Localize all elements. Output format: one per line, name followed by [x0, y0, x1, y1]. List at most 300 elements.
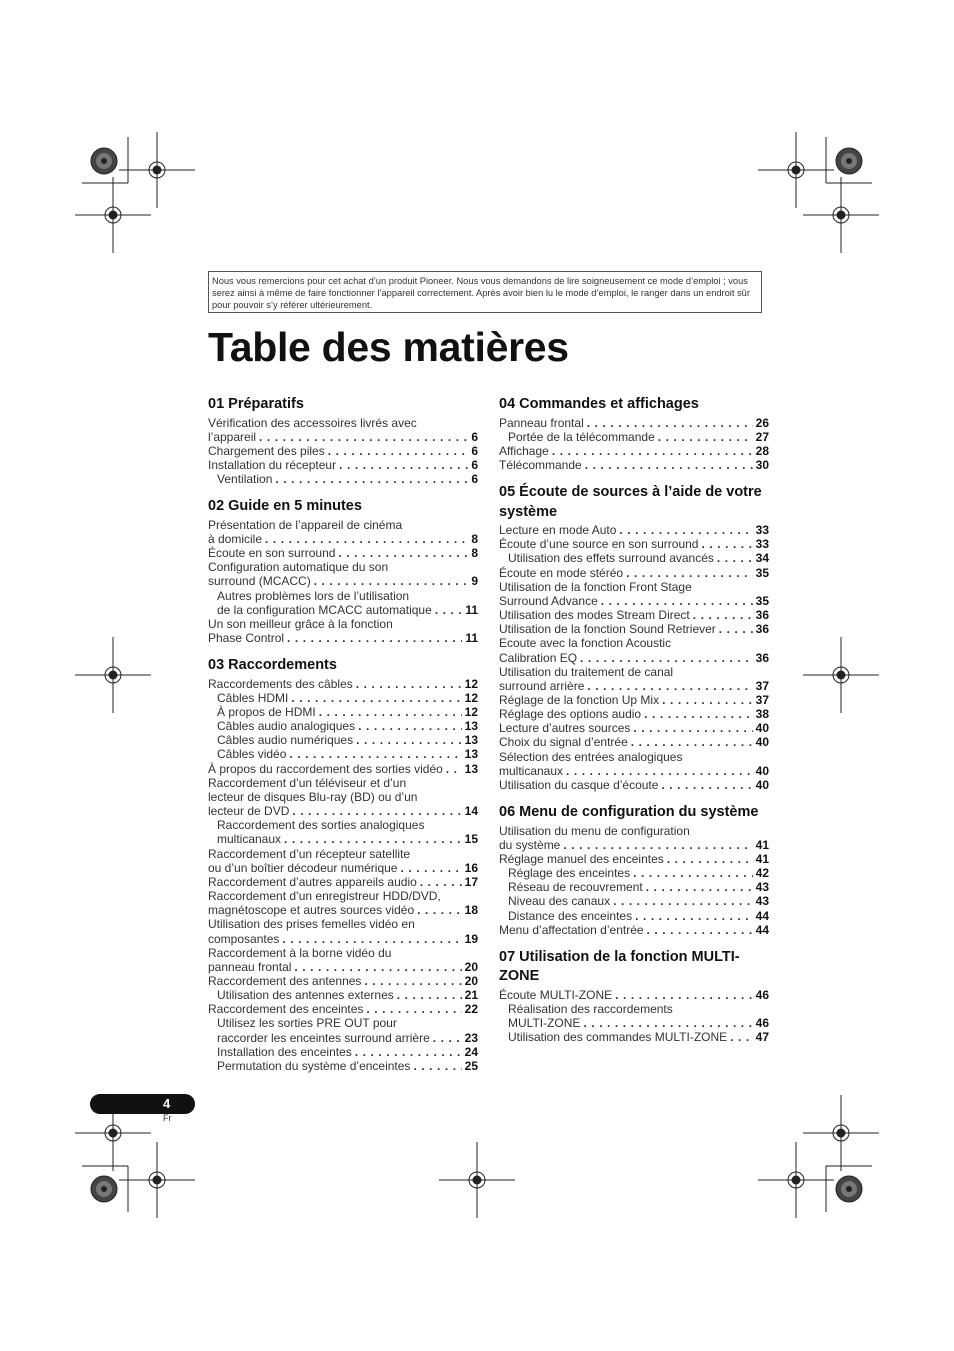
entry-line	[208, 804, 478, 818]
toc-entry[interactable]	[208, 1016, 478, 1044]
toc-entry[interactable]	[499, 750, 769, 778]
entry-title: Écoute d’une source en son surround	[499, 537, 699, 552]
entry-title: Permutation du système d’enceintes	[217, 1058, 411, 1073]
entry-line	[508, 894, 769, 908]
entry-page-number: 41	[755, 851, 769, 866]
toc-entry[interactable]	[499, 523, 769, 537]
entry-text-line: Vérification des accessoires livrés avec	[208, 415, 417, 430]
toc-entry[interactable]	[208, 776, 478, 818]
entry-text-line: Raccordement d’un téléviseur et d’un	[208, 775, 407, 790]
entry-text-line: Utilisez les sorties PRE OUT pour	[217, 1016, 397, 1031]
entry-line	[499, 622, 769, 636]
entry-page-number: 20	[464, 973, 478, 988]
dot-leader	[355, 1045, 462, 1059]
dot-leader	[585, 458, 753, 472]
toc-section	[499, 395, 769, 472]
entry-title: Utilisation des modes Stream Direct	[499, 608, 690, 623]
dot-leader	[289, 747, 461, 761]
section-title: 06 Menu de configuration du système	[499, 804, 759, 821]
toc-section	[208, 395, 478, 486]
entry-line	[499, 444, 769, 458]
toc-entry[interactable]	[208, 444, 478, 458]
entry-title: Niveau des canaux	[508, 894, 611, 909]
dot-leader	[435, 603, 463, 617]
entry-title: Câbles vidéo	[217, 747, 287, 762]
entry-line	[217, 691, 478, 705]
toc-entry[interactable]	[499, 608, 769, 622]
entry-page-number: 13	[464, 719, 478, 734]
toc-entry[interactable]	[499, 566, 769, 580]
entry-title: Écoute en mode stéréo	[499, 565, 624, 580]
entry-page-number: 47	[755, 1030, 769, 1045]
toc-entry[interactable]	[499, 458, 769, 472]
toc-entry[interactable]	[499, 622, 769, 636]
entry-line	[217, 1059, 478, 1073]
entry-title: ou d’un boîtier décodeur numérique	[208, 860, 398, 875]
entry-text-line: Sélection des entrées analogiques	[499, 749, 683, 764]
entry-title: Chargement des piles	[208, 443, 325, 458]
entry-page-number: 42	[755, 866, 769, 881]
entry-page-number: 35	[755, 593, 769, 608]
entry-title: magnétoscope et autres sources vidéo	[208, 903, 415, 918]
entry-title: Réglage manuel des enceintes	[499, 851, 664, 866]
entry-page-number: 12	[464, 690, 478, 705]
entry-line	[208, 458, 478, 472]
dot-leader	[356, 677, 462, 691]
entry-line	[208, 932, 478, 946]
entry-line	[499, 523, 769, 537]
toc-entry[interactable]	[208, 988, 478, 1002]
dot-leader	[358, 719, 462, 733]
dot-leader	[661, 778, 752, 792]
entry-line	[217, 733, 478, 747]
entry-title: À propos du raccordement des sorties vidéo	[208, 761, 443, 776]
dot-leader	[338, 546, 468, 560]
entry-line	[217, 472, 478, 486]
dot-leader	[667, 852, 753, 866]
entry-page-number: 43	[755, 880, 769, 895]
entry-line	[499, 594, 769, 608]
dot-leader	[647, 923, 753, 937]
dot-leader	[730, 1030, 752, 1044]
entry-line	[508, 866, 769, 880]
dot-leader	[717, 551, 753, 565]
entry-line	[208, 444, 478, 458]
entry-page-number: 36	[755, 622, 769, 637]
entry-line	[208, 762, 478, 776]
entry-line	[208, 903, 478, 917]
entry-title: Écoute MULTI-ZONE	[499, 987, 613, 1002]
entry-page-number: 37	[755, 678, 769, 693]
dot-leader	[356, 733, 462, 747]
toc-entry[interactable]	[499, 988, 769, 1002]
entry-page-number: 27	[755, 429, 769, 444]
toc-section	[208, 656, 478, 1073]
toc-entry[interactable]	[499, 721, 769, 735]
entry-text-line: Utilisation du menu de configuration	[499, 823, 690, 838]
entry-line	[499, 707, 769, 721]
entry-line	[508, 909, 769, 923]
entry-page-number: 23	[464, 1030, 478, 1045]
section-title: 01 Préparatifs	[208, 396, 304, 412]
entry-text-line: Configuration automatique du son	[208, 560, 389, 575]
entry-title: multicanaux	[217, 832, 282, 847]
dot-leader	[587, 416, 753, 430]
entry-line	[499, 566, 769, 580]
toc-entry[interactable]	[208, 416, 478, 444]
toc-entry[interactable]	[499, 580, 769, 608]
entry-page-number: 37	[755, 693, 769, 707]
entry-title: Raccordement des enceintes	[208, 1002, 364, 1017]
toc-entry[interactable]	[499, 551, 769, 565]
toc-entry[interactable]	[208, 617, 478, 645]
toc-entry[interactable]	[499, 416, 769, 430]
entry-title: Raccordements des câbles	[208, 676, 353, 691]
entry-page-number: 25	[464, 1058, 478, 1073]
dot-leader	[294, 960, 461, 974]
entry-title: Affichage	[499, 443, 549, 458]
toc-entry[interactable]	[499, 824, 769, 852]
entry-title: Utilisation du casque d’écoute	[499, 777, 659, 792]
toc-entry[interactable]	[499, 1030, 769, 1044]
toc-entry[interactable]	[208, 691, 478, 705]
entry-title: Phase Control	[208, 631, 285, 646]
toc-entry[interactable]	[208, 1045, 478, 1059]
entry-line	[499, 778, 769, 792]
entry-title: Portée de la télécommande	[508, 429, 655, 444]
entry-page-number: 12	[464, 705, 478, 719]
entry-line	[508, 880, 769, 894]
toc-entry[interactable]	[208, 546, 478, 560]
entry-page-number: 36	[755, 608, 769, 623]
entry-page-number: 11	[465, 631, 478, 646]
entry-title: Écoute en son surround	[208, 546, 336, 561]
entry-line	[208, 875, 478, 889]
toc-entry[interactable]	[499, 444, 769, 458]
entry-line	[208, 631, 478, 645]
dot-leader	[658, 430, 753, 444]
entry-page-number: 26	[755, 415, 769, 430]
entry-title: Câbles audio analogiques	[217, 719, 356, 734]
entry-line	[217, 719, 478, 733]
dot-leader	[646, 880, 753, 894]
entry-title: à domicile	[208, 531, 263, 546]
toc-entry[interactable]	[499, 852, 769, 866]
entry-title: Réglage des options audio	[499, 707, 642, 722]
toc-section	[499, 803, 769, 937]
entry-title: l’appareil	[208, 429, 257, 444]
entry-page-number: 13	[464, 747, 478, 762]
toc-entry[interactable]	[499, 778, 769, 792]
entry-page-number: 9	[471, 574, 478, 589]
toc-entry[interactable]	[499, 537, 769, 551]
toc-entry[interactable]	[208, 518, 478, 546]
toc-entry[interactable]	[208, 946, 478, 974]
entry-line	[208, 546, 478, 560]
toc-entry[interactable]	[208, 747, 478, 761]
entry-title: Réglage de la fonction Up Mix	[499, 693, 660, 707]
entry-page-number: 20	[464, 959, 478, 974]
entry-title: Utilisation des effets surround avancés	[508, 551, 714, 566]
dot-leader	[282, 932, 461, 946]
entry-line	[217, 747, 478, 761]
entry-title: surround arrière	[499, 678, 585, 693]
toc-entry[interactable]	[499, 909, 769, 923]
entry-title: Utilisation des antennes externes	[217, 988, 394, 1003]
entry-title: Réglage des enceintes	[508, 866, 631, 881]
intro-notice: Nous vous remercions pour cet achat d’un produit Pioneer. Nous vous demandons de lire soigneusement ce mode d’emploi ; vous serez ainsi à même de faire fonctionner l’appareil correctement. Après avoir bien lu le mode d’emploi, le ranger dans un endroit sûr pour pouvoir s’y référer ultérieurement.	[208, 271, 762, 313]
entry-line	[508, 430, 769, 444]
section-title: 05 Écoute de sources à l’aide de votre système	[499, 484, 762, 520]
entry-page-number: 13	[464, 733, 478, 748]
entry-text-line: Utilisation du traitement de canal	[499, 664, 674, 679]
dot-leader	[364, 974, 461, 988]
entry-page-number: 8	[471, 531, 478, 546]
entry-line	[208, 861, 478, 875]
entry-text-line: Raccordement des sorties analogiques	[217, 818, 425, 833]
toc-column-left	[208, 395, 478, 1084]
dot-leader	[662, 693, 753, 707]
entry-title: Installation des enceintes	[217, 1044, 352, 1059]
entry-line	[508, 1030, 769, 1044]
entry-title: multicanaux	[499, 763, 564, 778]
dot-leader	[397, 988, 462, 1002]
dot-leader	[446, 762, 462, 776]
toc-entry[interactable]	[208, 589, 478, 617]
entry-title: Lecture en mode Auto	[499, 523, 617, 538]
entry-line	[499, 735, 769, 749]
entry-page-number: 34	[755, 551, 769, 566]
entry-page-number: 6	[471, 472, 478, 487]
toc-entry[interactable]	[208, 875, 478, 889]
entry-page-number: 11	[465, 602, 478, 617]
dot-leader	[292, 804, 461, 818]
dot-leader	[319, 705, 462, 719]
entry-line	[499, 764, 769, 778]
toc-entry[interactable]	[499, 636, 769, 664]
entry-title: Installation du récepteur	[208, 457, 337, 472]
entry-title: Raccordement d’autres appareils audio	[208, 874, 417, 889]
dot-leader	[626, 566, 753, 580]
toc-entry[interactable]	[499, 923, 769, 937]
toc-section	[499, 483, 769, 792]
entry-page-number: 6	[471, 443, 478, 458]
entry-title: Raccordement des antennes	[208, 973, 362, 988]
dot-leader	[265, 532, 468, 546]
entry-page-number: 21	[464, 988, 478, 1003]
entry-page-number: 40	[755, 777, 769, 792]
entry-page-number: 22	[464, 1002, 478, 1017]
toc-entry[interactable]	[499, 665, 769, 693]
dot-leader	[580, 651, 753, 665]
entry-page-number: 30	[755, 457, 769, 472]
dot-leader	[366, 1002, 461, 1016]
entry-title: Surround Advance	[499, 593, 598, 608]
entry-page-number: 6	[471, 429, 478, 444]
toc-entry[interactable]	[208, 818, 478, 846]
entry-page-number: 44	[755, 922, 769, 937]
section-title: 02 Guide en 5 minutes	[208, 498, 362, 515]
toc-entry[interactable]	[499, 707, 769, 721]
entry-line	[508, 551, 769, 565]
dot-leader	[284, 832, 462, 846]
dot-leader	[633, 721, 752, 735]
entry-text-line: Utilisation de la fonction Front Stage	[499, 579, 692, 594]
dot-leader	[339, 458, 468, 472]
entry-text-line: Réalisation des raccordements	[508, 1002, 673, 1016]
entry-text-line: Utilisation des prises femelles vidéo en	[208, 917, 415, 932]
language-label: Fr	[163, 1113, 172, 1123]
entry-line	[208, 532, 478, 546]
toc-entry[interactable]	[499, 866, 769, 880]
entry-page-number: 46	[755, 987, 769, 1002]
dot-leader	[417, 903, 462, 917]
dot-leader	[259, 430, 468, 444]
dot-leader	[413, 1059, 461, 1073]
toc-section	[499, 948, 769, 1045]
dot-leader	[291, 691, 461, 705]
entry-line	[217, 705, 478, 719]
entry-page-number: 16	[464, 860, 478, 875]
entry-title: Calibration EQ	[499, 650, 578, 665]
dot-leader	[400, 861, 461, 875]
dot-leader	[275, 472, 468, 486]
toc-entry[interactable]	[208, 889, 478, 917]
entry-line	[217, 1031, 478, 1045]
dot-leader	[587, 679, 752, 693]
entry-title: panneau frontal	[208, 959, 292, 974]
toc-entry[interactable]	[208, 705, 478, 719]
entry-title: composantes	[208, 931, 280, 946]
dot-leader	[563, 838, 752, 852]
entry-page-number: 8	[471, 546, 478, 561]
entry-page-number: 28	[755, 443, 769, 458]
entry-title: Menu d’affectation d’entrée	[499, 922, 644, 937]
entry-page-number: 35	[755, 565, 769, 580]
entry-title: raccorder les enceintes surround arrière	[217, 1030, 430, 1045]
entry-line	[217, 1045, 478, 1059]
dot-leader	[633, 866, 753, 880]
entry-title: de la configuration MCACC automatique	[217, 602, 432, 617]
entry-line	[499, 923, 769, 937]
toc-entry[interactable]	[208, 762, 478, 776]
entry-line	[499, 721, 769, 735]
section-title: 04 Commandes et affichages	[499, 396, 699, 412]
toc-section	[208, 497, 478, 645]
dot-leader	[613, 894, 753, 908]
dot-leader	[631, 735, 753, 749]
entry-page-number: 14	[464, 804, 478, 819]
entry-title: Câbles audio numériques	[217, 733, 354, 748]
toc-entry[interactable]	[208, 733, 478, 747]
entry-line	[217, 832, 478, 846]
entry-line	[499, 458, 769, 472]
entry-page-number: 46	[755, 1016, 769, 1031]
entry-text-line: Autres problèmes lors de l’utilisation	[217, 588, 410, 603]
toc-entry[interactable]	[208, 1059, 478, 1073]
dot-leader	[420, 875, 462, 889]
toc-entry[interactable]	[208, 560, 478, 588]
entry-line	[208, 677, 478, 691]
toc-entry[interactable]	[499, 1002, 769, 1030]
toc-entry[interactable]	[499, 693, 769, 707]
toc-entry[interactable]	[208, 917, 478, 945]
entry-text-line: Un son meilleur grâce à la fonction	[208, 616, 393, 631]
toc-entry[interactable]	[208, 847, 478, 875]
entry-page-number: 15	[464, 832, 478, 847]
dot-leader	[693, 608, 753, 622]
entry-line	[499, 988, 769, 1002]
entry-text-line: Ecoute avec la fonction Acoustic	[499, 636, 672, 651]
dot-leader	[719, 622, 753, 636]
entry-title: Utilisation des commandes MULTI-ZONE	[508, 1030, 728, 1045]
dot-leader	[615, 988, 753, 1002]
entry-page-number: 36	[755, 650, 769, 665]
entry-page-number: 40	[755, 721, 769, 736]
entry-page-number: 40	[755, 735, 769, 750]
toc-entry[interactable]	[208, 458, 478, 472]
entry-line	[499, 651, 769, 665]
entry-line	[208, 960, 478, 974]
entry-text-line: lecteur de disques Blu-ray (BD) ou d’un	[208, 789, 418, 804]
dot-leader	[287, 631, 462, 645]
toc-column-right	[499, 395, 769, 1055]
entry-title: Ventilation	[217, 472, 273, 487]
toc-entry[interactable]	[208, 1002, 478, 1016]
entry-line	[208, 974, 478, 988]
dot-leader	[552, 444, 753, 458]
entry-line	[217, 988, 478, 1002]
toc-entry[interactable]	[208, 719, 478, 733]
dot-leader	[635, 909, 753, 923]
entry-title: surround (MCACC)	[208, 574, 311, 589]
entry-title: lecteur de DVD	[208, 804, 290, 819]
entry-line	[208, 430, 478, 444]
entry-title: Câbles HDMI	[217, 690, 289, 705]
entry-page-number: 33	[755, 523, 769, 538]
entry-page-number: 18	[464, 903, 478, 918]
dot-leader	[433, 1031, 462, 1045]
entry-title: Choix du signal d’entrée	[499, 735, 628, 750]
toc-entry[interactable]	[208, 974, 478, 988]
toc-entry[interactable]	[499, 880, 769, 894]
entry-page-number: 24	[464, 1044, 478, 1059]
section-title: 07 Utilisation de la fonction MULTI-ZONE	[499, 948, 740, 985]
entry-page-number: 38	[755, 707, 769, 722]
entry-title: Panneau frontal	[499, 415, 584, 430]
entry-page-number: 17	[464, 874, 478, 889]
dot-leader	[566, 764, 753, 778]
section-title: 03 Raccordements	[208, 657, 337, 674]
toc-entry[interactable]	[499, 430, 769, 444]
entry-text-line: Raccordement d’un récepteur satellite	[208, 846, 411, 861]
entry-page-number: 13	[464, 761, 478, 776]
dot-leader	[328, 444, 469, 458]
page-number: 4	[163, 1096, 171, 1111]
entry-page-number: 40	[755, 763, 769, 778]
toc-entry[interactable]	[208, 472, 478, 486]
entry-line	[499, 416, 769, 430]
entry-line	[499, 852, 769, 866]
dot-leader	[583, 1016, 752, 1030]
entry-page-number: 12	[464, 676, 478, 691]
entry-line	[508, 1016, 769, 1030]
toc-entry[interactable]	[499, 735, 769, 749]
entry-line	[499, 537, 769, 551]
entry-title: du système	[499, 837, 561, 852]
toc-entry[interactable]	[499, 894, 769, 908]
toc-entry[interactable]	[208, 677, 478, 691]
